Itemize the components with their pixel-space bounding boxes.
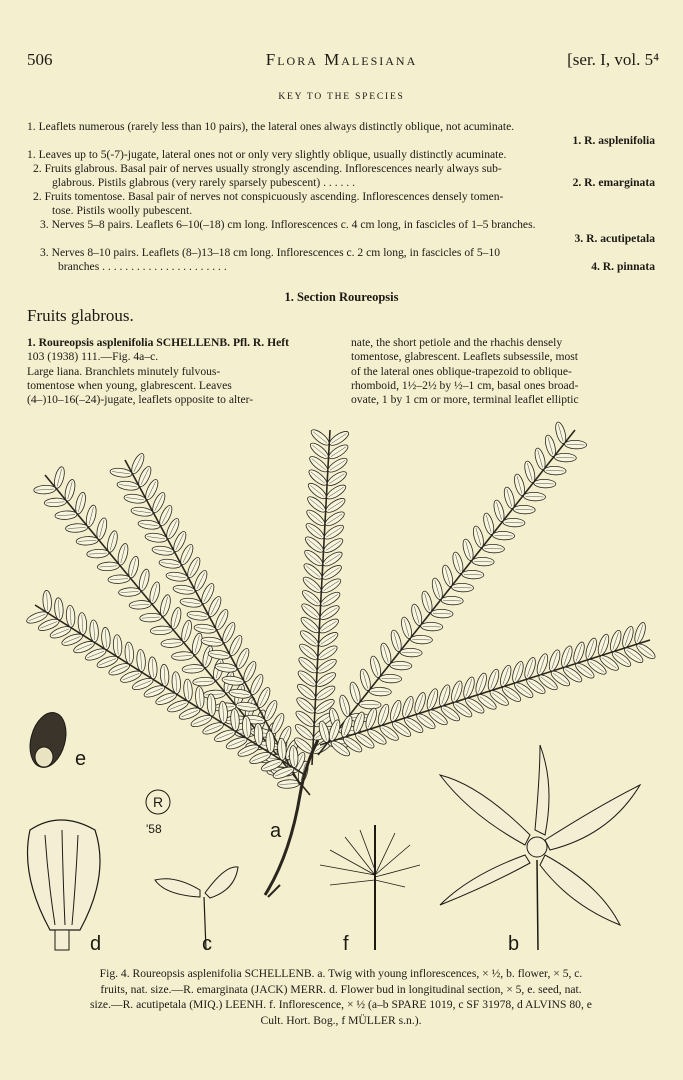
seed-drawing [24, 709, 71, 772]
leaflet [451, 583, 473, 592]
leaflet [63, 479, 77, 502]
twig-drawing [25, 421, 657, 795]
leaflet [124, 642, 134, 665]
figure-label-c: c [202, 933, 212, 955]
leaflet [400, 648, 422, 657]
leaflet [95, 517, 109, 540]
leaflet [193, 677, 215, 687]
leaflet [534, 479, 556, 488]
leaflet [358, 668, 372, 691]
caption-line: Cult. Hort. Bog., f MÜLLER s.n.). [260, 1013, 422, 1027]
leaflet [113, 634, 123, 657]
key-line: 2. Fruits glabrous. Basal pair of nerves usually strongly ascending. Inflorescences nearly always sub- [33, 162, 502, 175]
leaflet [543, 434, 557, 457]
leaflet [533, 447, 547, 470]
leaflet [472, 557, 494, 566]
leaflet [34, 485, 56, 495]
leaflet [462, 570, 484, 579]
leaflet [106, 530, 120, 553]
leaflet [74, 491, 88, 514]
leaflet [554, 421, 568, 444]
leaflet [148, 657, 158, 680]
figure-label-d: d [90, 933, 102, 955]
leaflet [116, 543, 130, 566]
leaflet [169, 607, 183, 630]
section-heading: 1. Section Roureopsis [284, 290, 399, 304]
body-column-right [351, 336, 657, 407]
leaflet [136, 649, 146, 672]
leaflet [182, 664, 204, 674]
leaflet [195, 686, 205, 709]
leaflet [97, 562, 119, 572]
leaflet [554, 453, 576, 462]
subheading: Fruits glabrous. [27, 306, 134, 325]
leaflet [84, 504, 98, 527]
leaflet [183, 679, 193, 702]
leaflet [180, 619, 194, 642]
leaflet [492, 499, 506, 522]
leaflet [118, 587, 140, 597]
leaflet [461, 538, 475, 561]
leaflet [441, 596, 463, 605]
key-line: glabrous. Pistils glabrous (very rarely sparsely pubescent) . . . . . . [52, 176, 355, 189]
leaflet [108, 574, 130, 584]
leaflet [451, 551, 465, 574]
leaflet [482, 544, 504, 553]
leaflet [359, 700, 381, 709]
body-line: (4–)10–16(–24)-jugate, leaflets opposite to alter- [27, 393, 254, 407]
leaflet [482, 512, 496, 535]
svg-text:'58: '58 [146, 822, 162, 836]
key-title: KEY TO THE SPECIES [278, 92, 405, 102]
svg-text:R: R [152, 794, 164, 810]
inflorescence-drawing [320, 825, 420, 950]
page-number: 506 [27, 50, 53, 69]
leaflet [54, 598, 64, 621]
leaflet [410, 635, 432, 644]
leaflet [512, 473, 526, 496]
leaflet [523, 460, 537, 483]
series-volume: [ser. I, vol. 5⁴ [567, 50, 659, 69]
body-column-left [27, 336, 333, 407]
key-result: 2. R. emarginata [572, 176, 655, 189]
leaflet [523, 492, 545, 501]
leaflet [441, 564, 455, 587]
key-line: 3. Nerves 5–8 pairs. Leaflets 6–10(–18) cm long. Inflorescences c. 4 cm long, in fascicles of 1–5 branches. [40, 218, 536, 231]
leaflet [492, 531, 514, 540]
figure-label-e: e [75, 748, 87, 770]
botanical-illustration [0, 405, 683, 960]
figure-label-b: b [508, 933, 520, 955]
body-line: nate, the short petiole and the rhachis densely [351, 336, 563, 349]
frond-rhachis [318, 430, 575, 755]
leaflet [161, 638, 183, 648]
body-line: ovate, 1 by 1 cm or more, terminal leaflet elliptic [351, 393, 579, 407]
key-line: 2. Fruits tomentose. Basal pair of nerves not conspicuously ascending. Inflorescences densely tomen- [33, 190, 504, 203]
leaflet [137, 568, 151, 591]
figure-label-f: f [343, 933, 349, 955]
key-line: branches . . . . . . . . . . . . . . . . . . . . . . [58, 260, 227, 273]
key-result: 3. R. acutipetala [574, 232, 655, 245]
leaflet [379, 674, 401, 683]
leaflet [410, 603, 424, 626]
leaflet [430, 577, 444, 600]
leaflet [89, 620, 99, 643]
leaflet [129, 600, 151, 610]
leaflet [87, 549, 109, 559]
key-result: 4. R. pinnata [591, 260, 655, 273]
leaflet [502, 486, 516, 509]
leaflet [389, 629, 403, 652]
caption-line: size.—R. acutipetala (MIQ.) LEENH. f. Inflorescence, × ½ (a–b SPARE 1019, c SF 31978, d ALVINS 80, e [90, 998, 592, 1011]
body-line: tomentose when young, glabrescent. Leaves [27, 378, 232, 392]
leaflet [420, 590, 434, 613]
leaflet [76, 536, 98, 546]
caption-line: fruits, nat. size.—R. emarginata (JACK) MERR. d. Flower bud in longitudinal section, × 5, e. seed, nat. [100, 982, 582, 996]
leaflet [338, 694, 352, 717]
leaflet [369, 655, 383, 678]
leaflet [171, 671, 181, 694]
leaflet [471, 525, 485, 548]
figure-caption [27, 966, 655, 1028]
flower-bud-section-drawing [28, 820, 101, 950]
leaflet [431, 609, 453, 618]
leaflet [230, 708, 240, 731]
leaflet [53, 466, 67, 489]
leaflet [140, 613, 162, 623]
fruits-drawing [155, 867, 238, 950]
leaflet [150, 626, 172, 636]
figure-label-a: a [270, 820, 282, 842]
caption-line: Fig. 4. Roureopsis asplenifolia SCHELLENB. a. Twig with young inflorescences, × ½, b. flower, × 5, c. [99, 967, 583, 980]
leaflet [379, 642, 393, 665]
leaflet [127, 555, 141, 578]
leaflet [77, 612, 87, 635]
leaflet [503, 518, 525, 527]
leaflet [101, 627, 111, 650]
body-line: 103 (1938) 111.—Fig. 4a–c. [27, 350, 159, 364]
leaflet [399, 616, 413, 639]
leaflet [42, 590, 52, 613]
body-line: 1. Roureopsis asplenifolia SCHELLENB. Pfl. R. Heft [27, 336, 289, 349]
leaflet [44, 498, 66, 508]
leaflet [348, 681, 362, 704]
body-line: Large liana. Branchlets minutely fulvous- [27, 364, 221, 378]
key-line: 1. Leaves up to 5(-7)-jugate, lateral ones not or only very slightly oblique, usually distinctly acuminate. [27, 148, 507, 161]
leaflet [66, 605, 76, 628]
leaflet [55, 510, 77, 520]
leaflet [148, 581, 162, 604]
leaflet [277, 779, 299, 789]
flower-drawing [440, 745, 640, 950]
leaflet [369, 687, 391, 696]
leaflet [160, 664, 170, 687]
journal-title: Flora Malesiana [265, 50, 418, 69]
key-line: 1. Leaflets numerous (rarely less than 10 pairs), the lateral ones always distinctly oblique, not acuminate. [27, 120, 515, 133]
leaflet [544, 466, 566, 475]
leaflet [390, 661, 412, 670]
leaflet [65, 523, 87, 533]
key-line: tose. Pistils woolly pubescent. [52, 204, 193, 217]
body-line: rhomboid, 1½–2½ by ½–1 cm, basal ones broad- [351, 378, 579, 392]
leaflet [171, 651, 193, 661]
key-result: 1. R. asplenifolia [572, 134, 655, 147]
leaflet [564, 440, 586, 449]
leaflet [421, 622, 443, 631]
artist-monogram [146, 790, 170, 836]
key-line: 3. Nerves 8–10 pairs. Leaflets (8–)13–18 cm long. Inflorescences c. 2 cm long, in fascicles of 5–10 [40, 246, 501, 259]
leaflet [190, 632, 204, 655]
leaflet [513, 505, 535, 514]
leaflet [159, 594, 173, 617]
body-line: tomentose, glabrescent. Leaflets subsessile, most [351, 350, 578, 364]
body-line: of the lateral ones oblique-trapezoid to oblique- [351, 364, 572, 378]
